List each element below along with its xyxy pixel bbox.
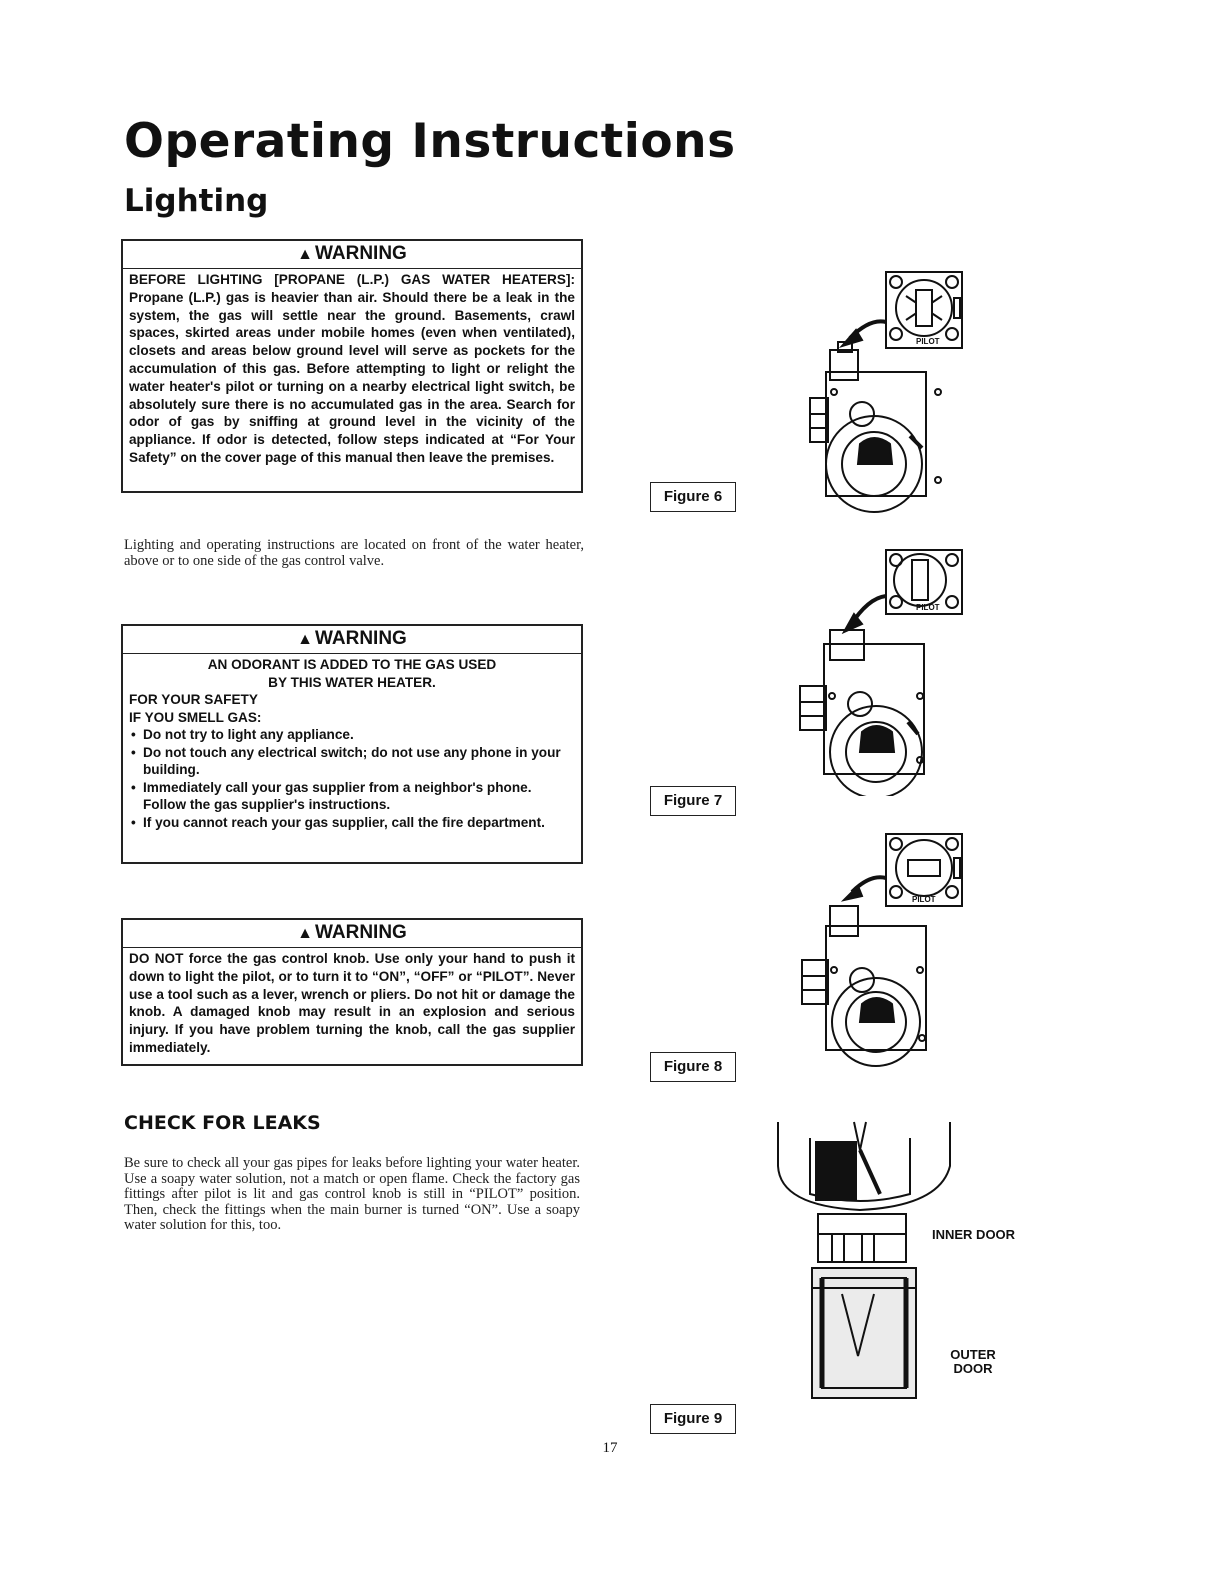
gas-control-valve-figure-8 — [790, 830, 980, 1070]
warning-text: DO NOT force the gas control knob. Use only your hand to push it down to light the pilot, or to turn it to “ON”, “OFF” or “PILOT”. Never use a tool such as a lever, wrench or pliers. Do not hit or damage the knob. A damaged knob may result in an explosion and serious injury. If you have problem turning the knob, call the gas supplier immediately. — [129, 951, 575, 1055]
section-title: Lighting — [124, 183, 269, 219]
warning-triangle-icon: ▲ — [297, 246, 313, 263]
warning-box-knob — [121, 918, 583, 1066]
warning-text: BEFORE LIGHTING [PROPANE (L.P.) GAS WATER HEATERS]: Propane (L.P.) gas is heavier than air. Should there be a leak in the system, the gas will settle near the ground. Basements, crawl spaces, skirted areas under mobile homes (even when ventilated), closets and areas below ground level will serve as pockets for the accumulation of this gas. Before attempting to light or relight the water heater's pilot or turning on a nearby electrical light switch, be absolutely sure there is no accumulated gas in the area. Search for odor of gas by sniffing at ground level in the vicinity of the appliance. If odor is detected, follow steps indicated at “For Your Safety” on the cover page of this manual then leave the premises. — [129, 272, 575, 465]
inner-door-label: INNER DOOR — [932, 1227, 1016, 1242]
warning-box-odorant — [121, 624, 583, 864]
list-item: • Do not touch any electrical switch; do not use any phone in your building. — [129, 744, 575, 779]
odorant-line-2: BY THIS WATER HEATER. — [268, 674, 436, 690]
page-number: 17 — [602, 1440, 618, 1456]
page-title: Operating Instructions — [124, 114, 736, 169]
warning-triangle-icon: ▲ — [297, 631, 313, 648]
warning-heading: ▲ WARNING — [123, 241, 581, 269]
list-item: • If you cannot reach your gas supplier, call the fire department. — [129, 814, 575, 832]
warning-heading: ▲ WARNING — [123, 626, 581, 654]
list-item: • Immediately call your gas supplier from a neighbor's phone. Follow the gas supplier's instructions. — [129, 779, 575, 814]
figure-9-label: Figure 9 — [650, 1404, 736, 1434]
smell-gas-heading: IF YOU SMELL GAS: — [129, 709, 262, 725]
svg-text:PILOT: PILOT — [912, 895, 936, 904]
warning-triangle-icon: ▲ — [297, 925, 313, 942]
figure-8-label: Figure 8 — [650, 1052, 736, 1082]
figure-6-label: Figure 6 — [650, 482, 736, 512]
warning-heading: ▲ WARNING — [123, 920, 581, 948]
leaks-heading: CHECK FOR LEAKS — [124, 1112, 321, 1134]
svg-text:PILOT: PILOT — [916, 337, 940, 346]
odorant-line: AN ODORANT IS ADDED TO THE GAS USED — [207, 657, 497, 672]
gas-control-valve-figure-6 — [790, 268, 980, 518]
burner-access-doors-figure-9 — [770, 1118, 960, 1408]
leaks-paragraph: Be sure to check all your gas pipes for leaks before lighting your water heater. Use a soapy water solution, not a match or open flame. Check the factory gas fittings after pilot is lit and gas control knob is still in “PILOT” position. Then, check the fittings when the main burner is turned “ON”. Use a soapy water solution for this, too. — [124, 1155, 580, 1234]
gas-control-valve-figure-7 — [790, 546, 980, 796]
svg-text:PILOT: PILOT — [916, 603, 940, 612]
safety-heading: FOR YOUR SAFETY — [129, 692, 258, 707]
intro-paragraph: Lighting and operating instructions are located on front of the water heater, above or to one side of the gas control valve. — [124, 537, 584, 569]
figure-7-label: Figure 7 — [650, 786, 736, 816]
warning-box-propane — [121, 239, 583, 493]
safety-list — [129, 726, 575, 831]
list-item: • Do not try to light any appliance. — [129, 726, 575, 744]
outer-door-label: OUTER DOOR — [950, 1347, 996, 1376]
